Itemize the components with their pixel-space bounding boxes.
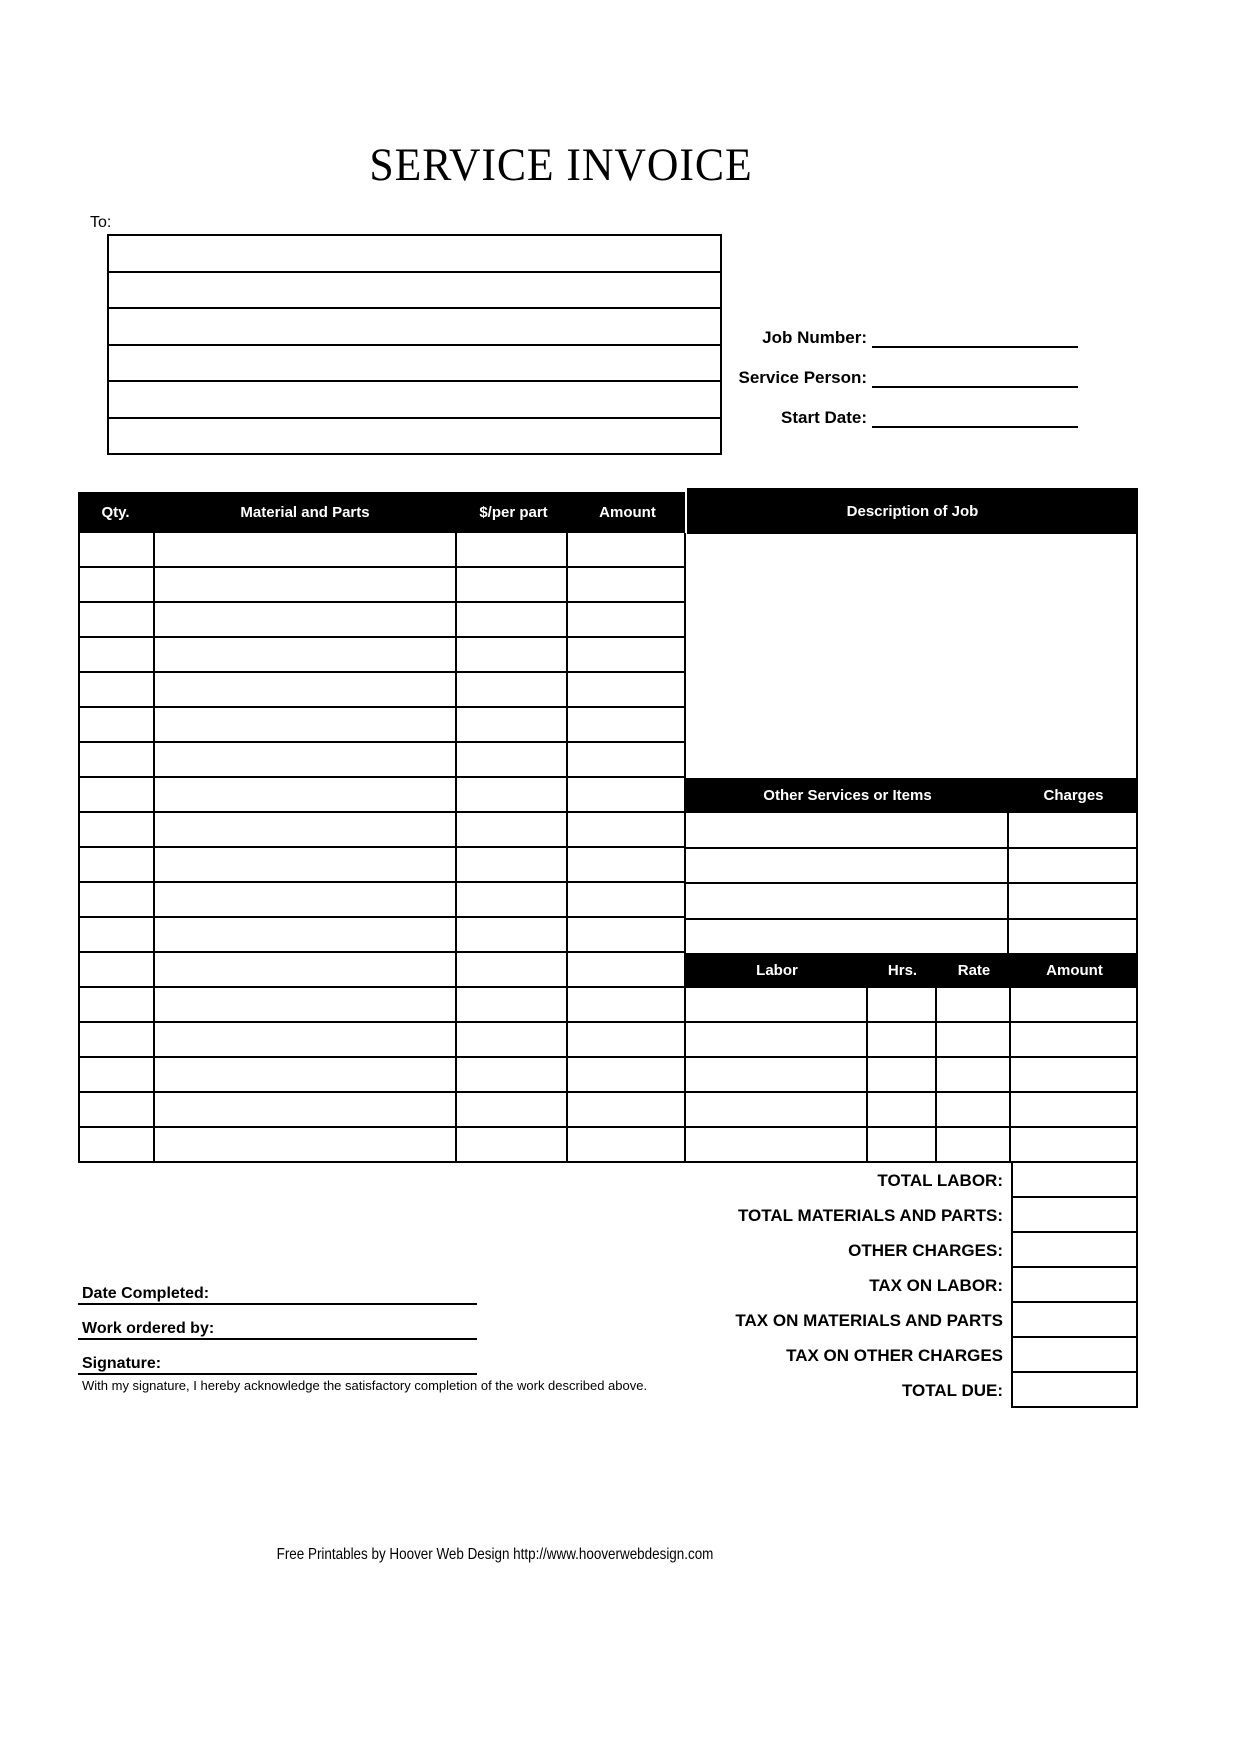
material-cell[interactable]	[153, 918, 455, 951]
labor-row	[686, 1056, 1136, 1091]
qty-cell[interactable]	[80, 883, 153, 916]
qty-cell[interactable]	[80, 1128, 153, 1161]
parts-table-row	[80, 706, 684, 741]
qty-cell[interactable]	[80, 1058, 153, 1091]
parts-table-row	[80, 881, 684, 916]
amount-cell[interactable]	[566, 1023, 684, 1056]
header-cell-rate: Rate	[957, 962, 991, 979]
service-item-cell[interactable]	[686, 920, 1007, 954]
total-label: TAX ON OTHER CHARGES	[786, 1346, 1003, 1365]
amount-cell[interactable]	[566, 988, 684, 1021]
header-fields	[700, 326, 1078, 446]
parts-table-row	[80, 533, 684, 566]
material-cell[interactable]	[153, 603, 455, 636]
labor-header-bar	[686, 953, 1138, 988]
footer-text: Free Printables by Hoover Web Design http://www.hooverwebdesign.com	[276, 1546, 714, 1563]
parts-table-row	[80, 566, 684, 601]
hrs-cell[interactable]	[866, 1023, 935, 1056]
total-value-box[interactable]	[1011, 1233, 1138, 1268]
qty-cell[interactable]	[80, 533, 153, 566]
header-cell-labor-amount: Amount	[1046, 962, 1103, 979]
material-cell[interactable]	[153, 848, 455, 881]
material-cell[interactable]	[153, 708, 455, 741]
service-item-cell[interactable]	[686, 884, 1007, 918]
per-part-cell[interactable]	[455, 743, 566, 776]
parts-table-row	[80, 1091, 684, 1126]
to-address-row[interactable]	[109, 344, 720, 381]
total-value-box[interactable]	[1011, 1338, 1138, 1373]
parts-table-row	[80, 776, 684, 811]
labor-amount-cell[interactable]	[1009, 1093, 1136, 1126]
labor-body	[686, 988, 1138, 1163]
material-cell[interactable]	[153, 1023, 455, 1056]
labor-row	[686, 1021, 1136, 1056]
amount-cell[interactable]	[566, 1058, 684, 1091]
signature-field-row[interactable]	[78, 1353, 477, 1375]
material-cell[interactable]	[153, 533, 455, 566]
field-label: Service Person:	[738, 368, 867, 387]
signature-fields	[78, 1283, 477, 1375]
charge-cell[interactable]	[1007, 920, 1136, 954]
parts-table-row	[80, 1021, 684, 1056]
rate-cell[interactable]	[935, 1128, 1009, 1161]
total-value-box[interactable]	[1011, 1303, 1138, 1338]
per-part-cell[interactable]	[455, 988, 566, 1021]
per-part-cell[interactable]	[455, 1093, 566, 1126]
header-cell-labor: Labor	[756, 962, 798, 979]
total-label: TOTAL MATERIALS AND PARTS:	[737, 1206, 1003, 1225]
material-cell[interactable]	[153, 1093, 455, 1126]
header-cell-charges: Charges	[1043, 787, 1104, 804]
header-field-row	[700, 406, 1078, 428]
qty-cell[interactable]	[80, 848, 153, 881]
labor-cell[interactable]	[686, 1128, 866, 1161]
per-part-cell[interactable]	[455, 918, 566, 951]
total-label: TAX ON LABOR:	[869, 1276, 1003, 1295]
per-part-cell[interactable]	[455, 1128, 566, 1161]
material-cell[interactable]	[153, 778, 455, 811]
service-item-cell[interactable]	[686, 813, 1007, 847]
header-cell-other-services: Other Services or Items	[763, 787, 932, 804]
total-value-box[interactable]	[1011, 1268, 1138, 1303]
hrs-cell[interactable]	[866, 1128, 935, 1161]
page-title: SERVICE INVOICE	[369, 139, 753, 191]
parts-table-header-bar	[78, 492, 685, 533]
field-label: Start Date:	[781, 408, 867, 427]
per-part-cell[interactable]	[455, 953, 566, 986]
header-field-row	[700, 366, 1078, 388]
labor-row	[686, 1126, 1136, 1161]
qty-cell[interactable]	[80, 918, 153, 951]
material-cell[interactable]	[153, 568, 455, 601]
field-underline[interactable]	[872, 366, 1078, 388]
amount-cell[interactable]	[566, 568, 684, 601]
material-cell[interactable]	[153, 638, 455, 671]
qty-cell[interactable]	[80, 988, 153, 1021]
amount-cell[interactable]	[566, 918, 684, 951]
other-services-header-bar	[686, 778, 1138, 813]
header-field-row	[700, 326, 1078, 348]
total-label: TOTAL LABOR:	[877, 1171, 1003, 1190]
field-label: Job Number:	[762, 328, 867, 347]
total-label: TOTAL DUE:	[901, 1381, 1003, 1400]
acknowledgment-text: With my signature, I hereby acknowledge the satisfactory completion of the work described above.	[82, 1378, 648, 1393]
parts-table-row	[80, 671, 684, 706]
labor-amount-cell[interactable]	[1009, 1023, 1136, 1056]
totals-row	[500, 1268, 1138, 1303]
to-address-row[interactable]	[109, 380, 720, 417]
total-label: OTHER CHARGES:	[848, 1241, 1003, 1260]
header-cell-qty: Qty.	[101, 504, 130, 521]
per-part-cell[interactable]	[455, 533, 566, 566]
amount-cell[interactable]	[566, 813, 684, 846]
signature-field-row[interactable]	[78, 1283, 477, 1305]
per-part-cell[interactable]	[455, 1058, 566, 1091]
parts-table-row	[80, 811, 684, 846]
header-cell-material: Material and Parts	[240, 504, 370, 521]
amount-cell[interactable]	[566, 708, 684, 741]
qty-cell[interactable]	[80, 568, 153, 601]
totals-row	[500, 1338, 1138, 1373]
parts-table-row	[80, 986, 684, 1021]
total-value-box[interactable]	[1011, 1373, 1138, 1408]
to-label: To:	[90, 214, 112, 231]
charge-cell[interactable]	[1007, 813, 1136, 847]
labor-row	[686, 988, 1136, 1021]
charge-cell[interactable]	[1007, 884, 1136, 918]
material-cell[interactable]	[153, 883, 455, 916]
field-underline[interactable]	[872, 406, 1078, 428]
charge-cell[interactable]	[1007, 849, 1136, 883]
parts-table-row	[80, 636, 684, 671]
amount-cell[interactable]	[566, 638, 684, 671]
parts-table-row	[80, 1126, 684, 1161]
qty-cell[interactable]	[80, 953, 153, 986]
qty-cell[interactable]	[80, 603, 153, 636]
total-value-box[interactable]	[1011, 1198, 1138, 1233]
header-cell-hrs: Hrs.	[887, 962, 918, 979]
rate-cell[interactable]	[935, 1023, 1009, 1056]
signature-field-row[interactable]	[78, 1318, 477, 1340]
labor-amount-cell[interactable]	[1009, 1058, 1136, 1091]
parts-table-row	[80, 1056, 684, 1091]
to-address-row[interactable]	[109, 307, 720, 344]
material-cell[interactable]	[153, 1058, 455, 1091]
qty-cell[interactable]	[80, 1023, 153, 1056]
amount-cell[interactable]	[566, 1128, 684, 1161]
material-cell[interactable]	[153, 813, 455, 846]
description-body[interactable]	[686, 534, 1138, 778]
labor-cell[interactable]	[686, 1093, 866, 1126]
qty-cell[interactable]	[80, 1093, 153, 1126]
parts-table-body	[78, 533, 686, 1163]
parts-table-row	[80, 741, 684, 776]
other-services-row	[686, 847, 1136, 883]
labor-row	[686, 1091, 1136, 1126]
labor-amount-cell[interactable]	[1009, 988, 1136, 1021]
totals-row	[500, 1198, 1138, 1233]
material-cell[interactable]	[153, 673, 455, 706]
per-part-cell[interactable]	[455, 1023, 566, 1056]
qty-cell[interactable]	[80, 673, 153, 706]
material-cell[interactable]	[153, 988, 455, 1021]
header-cell-per-part: $/per part	[479, 504, 548, 521]
service-item-cell[interactable]	[686, 849, 1007, 883]
material-cell[interactable]	[153, 743, 455, 776]
other-services-row	[686, 918, 1136, 954]
labor-amount-cell[interactable]	[1009, 1128, 1136, 1161]
totals-row	[500, 1233, 1138, 1268]
per-part-cell[interactable]	[455, 883, 566, 916]
field-label: Signature:	[82, 1355, 162, 1372]
total-label: TAX ON MATERIALS AND PARTS	[735, 1311, 1003, 1330]
amount-cell[interactable]	[566, 883, 684, 916]
totals-section	[500, 1163, 1138, 1408]
amount-cell[interactable]	[566, 953, 684, 986]
to-address-row[interactable]	[109, 236, 720, 271]
to-address-box	[107, 234, 722, 455]
parts-table-row	[80, 846, 684, 881]
amount-cell[interactable]	[566, 1093, 684, 1126]
per-part-cell[interactable]	[455, 778, 566, 811]
qty-cell[interactable]	[80, 638, 153, 671]
field-underline[interactable]	[872, 326, 1078, 348]
to-address-row[interactable]	[109, 271, 720, 308]
other-services-body	[686, 813, 1138, 953]
labor-cell[interactable]	[686, 1058, 866, 1091]
description-header-bar	[687, 488, 1138, 534]
to-address-row[interactable]	[109, 417, 720, 454]
field-label: Date Completed:	[82, 1285, 210, 1302]
header-cell-amount: Amount	[599, 504, 656, 521]
other-services-row	[686, 882, 1136, 918]
hrs-cell[interactable]	[866, 1093, 935, 1126]
per-part-cell[interactable]	[455, 638, 566, 671]
per-part-cell[interactable]	[455, 813, 566, 846]
labor-cell[interactable]	[686, 988, 866, 1021]
material-cell[interactable]	[153, 953, 455, 986]
rate-cell[interactable]	[935, 1058, 1009, 1091]
amount-cell[interactable]	[566, 743, 684, 776]
rate-cell[interactable]	[935, 988, 1009, 1021]
qty-cell[interactable]	[80, 743, 153, 776]
labor-cell[interactable]	[686, 1023, 866, 1056]
totals-row	[500, 1163, 1138, 1198]
total-value-box[interactable]	[1011, 1163, 1138, 1198]
amount-cell[interactable]	[566, 533, 684, 566]
rate-cell[interactable]	[935, 1093, 1009, 1126]
per-part-cell[interactable]	[455, 603, 566, 636]
amount-cell[interactable]	[566, 848, 684, 881]
qty-cell[interactable]	[80, 778, 153, 811]
qty-cell[interactable]	[80, 708, 153, 741]
field-label: Work ordered by:	[82, 1320, 215, 1337]
other-services-row	[686, 813, 1136, 847]
parts-table-row	[80, 951, 684, 986]
per-part-cell[interactable]	[455, 568, 566, 601]
per-part-cell[interactable]	[455, 848, 566, 881]
amount-cell[interactable]	[566, 673, 684, 706]
per-part-cell[interactable]	[455, 673, 566, 706]
amount-cell[interactable]	[566, 778, 684, 811]
material-cell[interactable]	[153, 1128, 455, 1161]
header-cell-description: Description of Job	[846, 502, 979, 520]
parts-table-row	[80, 601, 684, 636]
hrs-cell[interactable]	[866, 1058, 935, 1091]
parts-table-row	[80, 916, 684, 951]
totals-row	[500, 1303, 1138, 1338]
amount-cell[interactable]	[566, 603, 684, 636]
qty-cell[interactable]	[80, 813, 153, 846]
hrs-cell[interactable]	[866, 988, 935, 1021]
per-part-cell[interactable]	[455, 708, 566, 741]
